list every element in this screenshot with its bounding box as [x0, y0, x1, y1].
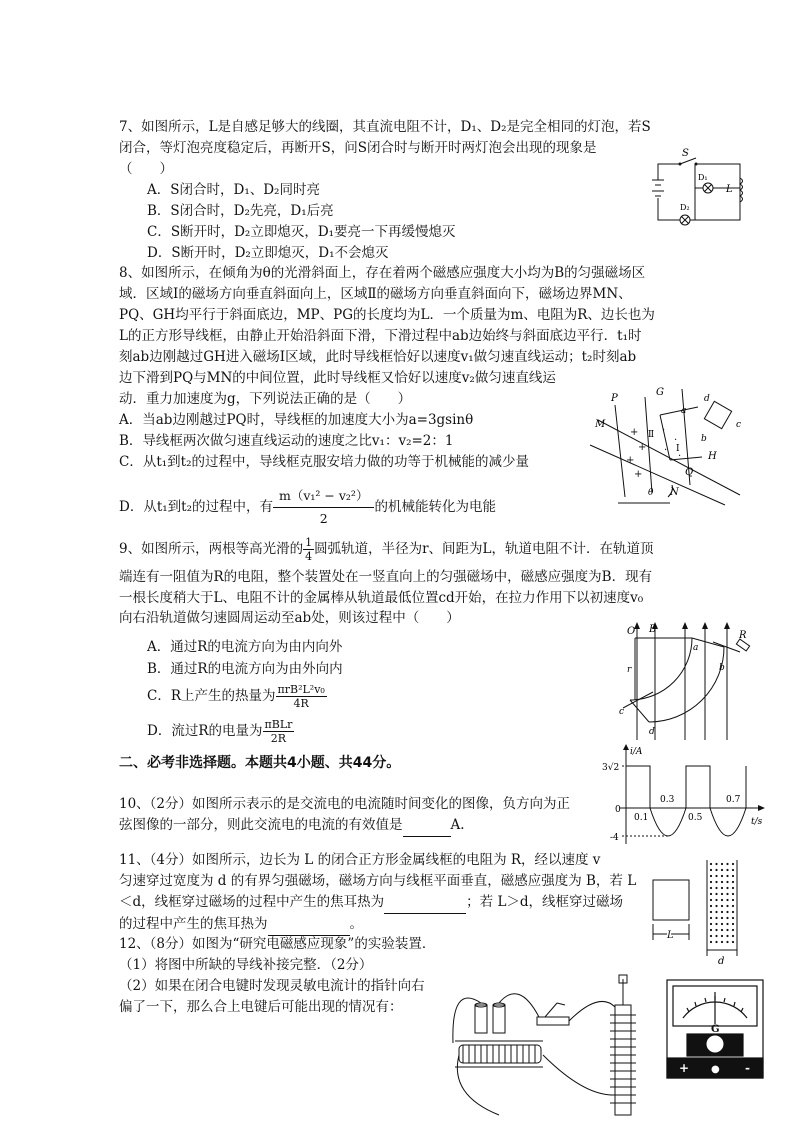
field-dot [710, 929, 712, 931]
field-dot [710, 899, 712, 901]
field-dot [715, 923, 717, 925]
q12-galvanometer-figure [665, 978, 765, 1080]
q12-line3: （2）如果在闭合电键时发现灵敏电流计的指针向右 [119, 978, 425, 994]
field-dot [726, 911, 728, 913]
field-dot [721, 905, 723, 907]
q8-line: 8、如图所示，在倾角为θ的光滑斜面上，存在着两个磁感应强度大小均为B的匀强磁场区 [119, 265, 646, 281]
q8-line: 边下滑到PQ与MN的中间位置，此时导线框又恰好以速度v₂做匀速直线运 [119, 370, 556, 386]
svg-text:+: + [626, 455, 635, 466]
q8-fig-label-p: P [611, 393, 618, 404]
field-dot [715, 935, 717, 937]
q9-options-ab [147, 636, 343, 680]
field-dot [715, 899, 717, 901]
q9-option-c-fraction [276, 683, 327, 710]
q9-fig-label-c: c [619, 707, 625, 717]
q10-fig-ybottom: -4 [610, 833, 619, 843]
field-dot [721, 869, 723, 871]
q8-line: L的正方形导线框，由静止开始沿斜面下滑，下滑过程中ab边始终与斜面底边平行．t₁时 [119, 328, 642, 344]
field-dot [726, 941, 728, 943]
field-dot [721, 887, 723, 889]
q7-fig-label-d1: D₁ [698, 173, 708, 182]
q12-galvanometer-minus: - [745, 1061, 750, 1075]
field-dot [710, 917, 712, 919]
field-dot [710, 911, 712, 913]
field-dot [710, 875, 712, 877]
field-dot [732, 905, 734, 907]
q11-line3-prefix: ＜d，线框穿过磁场的过程中产生的焦耳热为 [119, 894, 385, 910]
field-dot [732, 881, 734, 883]
q8-line: 刻ab边刚越过GH进入磁场Ⅰ区域，此时导线框恰好以速度v₁做匀速直线运动；t₂时刻ab [119, 349, 637, 365]
q7-circuit-figure [650, 150, 750, 230]
q8-fig-label-theta: θ [648, 488, 654, 498]
q10-fig-tick-01: 0.1 [634, 813, 649, 823]
q8-option-d-suffix: 的机械能转化为电能 [374, 499, 496, 515]
q8-line: 域．区域Ⅰ的磁场方向垂直斜面向上，区域Ⅱ的磁场方向垂直斜面向下，磁场边界MN、 [119, 286, 632, 302]
q8-fig-label-c: c [736, 420, 742, 430]
field-dot [721, 941, 723, 943]
q8-option-d-denominator: 2 [319, 511, 328, 526]
q11-line4-suffix: 。 [349, 916, 363, 932]
field-dot [710, 893, 712, 895]
q12-galvanometer-plus: + [679, 1061, 690, 1075]
q9-fraction-numerator: 1 [305, 536, 313, 549]
field-dot [715, 905, 717, 907]
q9-quarter-fraction [303, 536, 314, 563]
q7-option-d: D．S断开时，D₂立即熄灭，D₁不会熄灭 [147, 245, 389, 261]
q8-fig-label-h: H [708, 451, 717, 462]
q11-line1: 11、（4分）如图所示，边长为 L 的闭合正方形金属线框的电阻为 R，经以速度 v [119, 852, 601, 868]
q8-option-d-fraction [273, 485, 374, 530]
q9-line: 一根长度稍大于L、电阻不计的金属棒从轨道最低位置cd开始，在拉力作用下以初速度v₀ [119, 589, 644, 606]
q11-line2: 匀速穿过宽度为 d 的有界匀强磁场，磁场方向与线框平面垂直，磁感应强度为 B，若 L [119, 873, 637, 889]
field-dot [726, 863, 728, 865]
q10-line2-suffix: A. [450, 817, 465, 833]
q10-fig-yzero: 0 [615, 805, 621, 815]
q8-option-a: A．当ab边刚越过PQ时，导线框的加速度大小为a=3gsinθ [119, 412, 474, 428]
q8-fig-label-d: d [704, 394, 710, 404]
q10-line1: 10、（2分）如图所示表示的是交流电的电流随时间变化的图像，负方向为正 [119, 796, 571, 812]
field-dot [721, 929, 723, 931]
field-dot [732, 869, 734, 871]
q7-fig-label-l: L [726, 184, 733, 195]
field-dot [732, 929, 734, 931]
q7-option-c: C．S断开时，D₂立即熄灭，D₁要亮一下再缓慢熄灭 [147, 224, 456, 240]
field-dot [732, 899, 734, 901]
field-dot [710, 935, 712, 937]
question-11 [119, 850, 679, 936]
q8-fig-label-b: b [701, 434, 707, 444]
q10-fig-tick-07: 0.7 [726, 795, 741, 805]
field-dot [710, 941, 712, 943]
q10-line2 [119, 815, 679, 837]
q10-fig-ytop: 3√2 [602, 763, 620, 773]
svg-text:·: · [664, 445, 668, 456]
field-dot [721, 935, 723, 937]
field-dot [715, 893, 717, 895]
q8-incline-figure [590, 385, 750, 505]
q9-fig-label-b: b [719, 663, 725, 673]
q10-current-graph [600, 744, 775, 849]
field-dot [721, 899, 723, 901]
field-dot [715, 875, 717, 877]
field-dot [732, 923, 734, 925]
q9-line: 向右沿轨道做匀速圆周运动至ab处，则该过程中（ ） [119, 610, 460, 626]
field-dot [726, 929, 728, 931]
q11-line4 [119, 914, 679, 936]
field-dot [726, 887, 728, 889]
svg-text:·: · [674, 435, 678, 446]
q9-fraction-denominator: 4 [305, 550, 313, 563]
q9-line: 端连有一阻值为R的电阻，整个装置处在一竖直向上的匀强磁场中，磁感应强度为B．现有 [119, 569, 653, 585]
svg-text:+: + [634, 469, 643, 480]
q11-fig-label-l: L [667, 930, 674, 941]
q8-option-b: B．导线框两次做匀速直线运动的速度之比v₁：v₂=2：1 [119, 433, 454, 449]
field-dot [721, 917, 723, 919]
q9-option-d-prefix: D．流过R的电量为 [147, 723, 263, 739]
svg-text:+: + [638, 442, 647, 453]
field-dot [726, 869, 728, 871]
q8-fig-label-m: M [595, 419, 606, 430]
field-dot [732, 941, 734, 943]
q10-fig-ylabel: i/A [630, 747, 643, 757]
q9-fig-label-resistor: R [739, 630, 747, 641]
q10-answer-blank[interactable] [403, 815, 451, 837]
q9-fig-label-d: d [649, 727, 655, 737]
field-dot [715, 887, 717, 889]
q7-paren: （ ） [119, 161, 173, 177]
q9-fig-label-a: a [693, 643, 699, 653]
field-dot [710, 887, 712, 889]
field-dot [715, 911, 717, 913]
q11-line3 [119, 892, 679, 914]
q8-line: 动．重力加速度为g，下列说法正确的是（ ） [119, 391, 412, 407]
field-dot [732, 917, 734, 919]
q9-option-a: A．通过R的电流方向为由内向外 [147, 639, 343, 655]
svg-text:+: + [630, 427, 639, 438]
q9-fig-label-o: O [627, 626, 636, 637]
field-dot [732, 887, 734, 889]
q8-fig-label-region1: Ⅰ [676, 444, 680, 454]
field-dot [726, 923, 728, 925]
field-dot [710, 881, 712, 883]
q12-line4: 偏了一下，那么合上电键后可能出现的情况有： [119, 999, 403, 1015]
q7-line2: 闭合，等灯泡亮度稳定后，再断开S，问S闭合时与断开时两灯泡会出现的现象是 [119, 140, 597, 156]
question-9 [119, 567, 679, 629]
q9-option-d [147, 718, 294, 745]
q9-option-d-denominator: 2R [270, 732, 287, 745]
q8-option-c: C．从t₁到t₂的过程中，导线框克服安培力做的功等于机械能的减少量 [119, 454, 530, 470]
q9-option-c-numerator: πrB²L²v₀ [277, 683, 325, 696]
q12-galvanometer-middle-terminal: ● [711, 1064, 720, 1075]
q8-line: PQ、GH均平行于斜面底边，MP、PG的长度均为L．一个质量为m、电阻为R、边长也为 [119, 307, 655, 323]
q8-option-d [119, 485, 496, 530]
q8-fig-label-region2: Ⅱ [648, 430, 655, 440]
question-10 [119, 794, 679, 837]
q8-fig-label-g: G [656, 387, 664, 398]
field-dot [721, 863, 723, 865]
q9-first-line [119, 535, 654, 563]
q9-suffix: 圆弧轨道，半径为r、间距为L，轨道电阻不计．在轨道顶 [314, 541, 654, 557]
q8-option-d-prefix: D．从t₁到t₂的过程中，有 [119, 499, 273, 515]
field-dot [710, 923, 712, 925]
q10-fig-xlabel: t/s [751, 817, 763, 827]
q9-option-c [147, 683, 327, 710]
field-dot [715, 917, 717, 919]
field-dot [732, 863, 734, 865]
field-dot [726, 899, 728, 901]
field-dot [721, 881, 723, 883]
q9-arc-track-figure [615, 620, 765, 745]
field-dot [721, 911, 723, 913]
q12-galvanometer-label: G [711, 1024, 720, 1035]
field-dot [726, 881, 728, 883]
q7-option-b: B．S闭合时，D₂先亮，D₁后亮 [147, 203, 334, 219]
field-dot [710, 863, 712, 865]
q11-field-dots [710, 863, 734, 943]
q11-answer-blank-2[interactable] [268, 914, 350, 936]
q11-fig-label-d: d [718, 956, 725, 967]
q9-fig-label-r: r [627, 665, 632, 675]
field-dot [715, 869, 717, 871]
q10-fig-tick-03: 0.3 [660, 795, 675, 805]
q12-apparatus-figure [445, 975, 655, 1120]
section-2-heading: 二、必考非选择题。本题共4小题、共44分。 [119, 755, 401, 771]
field-dot [715, 881, 717, 883]
field-dot [732, 911, 734, 913]
field-dot [721, 923, 723, 925]
field-dot [732, 893, 734, 895]
q11-answer-blank-1[interactable] [384, 892, 466, 914]
q9-option-d-numerator: πBLr [264, 718, 293, 731]
field-dot [732, 935, 734, 937]
q10-fig-tick-05: 0.5 [688, 813, 703, 823]
q7-line1: 7、如图所示，L是自感足够大的线圈，其直流电阻不计，D₁、D₂是完全相同的灯泡，若S [119, 119, 651, 135]
q11-line3-suffix: ；若 L＞d，线框穿过磁场 [466, 894, 624, 910]
q9-fig-label-b-field: B [649, 624, 657, 635]
field-dot [721, 875, 723, 877]
q9-option-c-prefix: C．R上产生的热量为 [147, 688, 276, 704]
field-dot [721, 893, 723, 895]
svg-text:·: · [678, 451, 682, 462]
field-dot [726, 917, 728, 919]
q12-line2: （1）将图中所缺的导线补接完整．（2分） [119, 957, 373, 973]
field-dot [715, 941, 717, 943]
q9-option-d-fraction [263, 718, 295, 745]
q7-fig-label-d2: D₂ [680, 203, 690, 212]
question-7 [119, 117, 679, 264]
field-dot [715, 929, 717, 931]
field-dot [726, 935, 728, 937]
field-dot [726, 905, 728, 907]
field-dot [726, 893, 728, 895]
q7-option-a: A．S闭合时，D₁、D₂同时亮 [147, 182, 320, 198]
q8-fig-label-a: a [681, 406, 687, 416]
field-dot [726, 875, 728, 877]
svg-text:·: · [662, 425, 666, 436]
q10-line2-prefix: 弦图像的一部分，则此交流电的电流的有效值是 [119, 817, 403, 833]
q9-prefix: 9、如图所示，两根等高光滑的 [119, 541, 304, 557]
field-dot [715, 863, 717, 865]
field-dot [710, 905, 712, 907]
q9-option-c-denominator: 4R [293, 697, 309, 710]
field-dot [710, 869, 712, 871]
q7-fig-label-s: S [682, 148, 689, 159]
q11-line4-prefix: 的过程中产生的焦耳热为 [119, 916, 268, 932]
q12-line1: 12、（8分）如图为“研究电磁感应现象”的实验装置． [119, 936, 436, 952]
q8-fig-label-n: N [670, 487, 679, 498]
q8-fig-label-q: Q [685, 467, 694, 478]
field-dot [732, 875, 734, 877]
q9-option-b: B．通过R的电流方向为由外向内 [147, 661, 343, 677]
q8-option-d-numerator: m（v₁² − v₂²） [273, 485, 374, 508]
